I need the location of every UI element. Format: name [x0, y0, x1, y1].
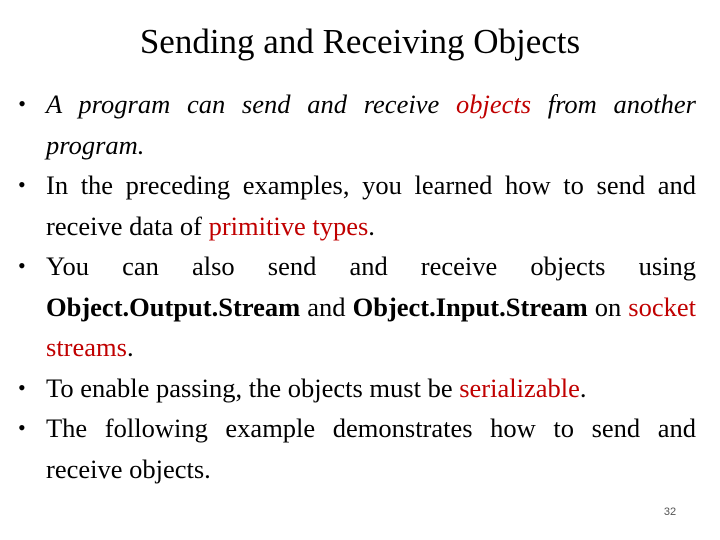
- slide-title: Sending and Receiving Objects: [139, 22, 581, 61]
- bullet-text: A program can send and receive: [46, 89, 456, 119]
- highlight-text: serializable: [459, 372, 580, 403]
- bullet-text: .: [126, 332, 134, 362]
- bullet-text: and: [300, 291, 353, 322]
- bullet-text: .: [368, 210, 375, 241]
- bullet-marker: •: [18, 253, 26, 278]
- bullet-text: You can also send and receive objects using: [46, 251, 696, 281]
- page-number: 32: [663, 506, 677, 518]
- bullet-marker: •: [18, 374, 26, 400]
- bullet-item: [18, 408, 696, 489]
- class-name-text: Object.Output.Stream: [46, 291, 301, 322]
- bullet-item: [18, 246, 696, 368]
- highlight-text: primitive types: [208, 210, 369, 241]
- bullet-text: on: [587, 291, 629, 322]
- bullet-text: In the preceding examples, you learned how to send and receive data of: [46, 170, 696, 241]
- highlight-text: socket streams: [46, 291, 696, 362]
- bullet-list: [18, 84, 696, 489]
- bullet-text: To enable passing, the objects must be: [46, 372, 460, 403]
- bullet-marker: •: [18, 172, 26, 197]
- class-name-text: Object.Input.Stream: [352, 291, 588, 322]
- bullet-text: The following example demonstrates how to send and receive objects.: [46, 413, 696, 484]
- bullet-text: from another program.: [46, 89, 696, 160]
- bullet-marker: •: [18, 91, 26, 116]
- highlight-text: objects: [455, 89, 532, 119]
- bullet-item: [18, 368, 696, 409]
- bullet-marker: •: [18, 415, 26, 440]
- bullet-text: .: [579, 372, 587, 403]
- bullet-item: [18, 165, 696, 246]
- bullet-item: [18, 84, 696, 165]
